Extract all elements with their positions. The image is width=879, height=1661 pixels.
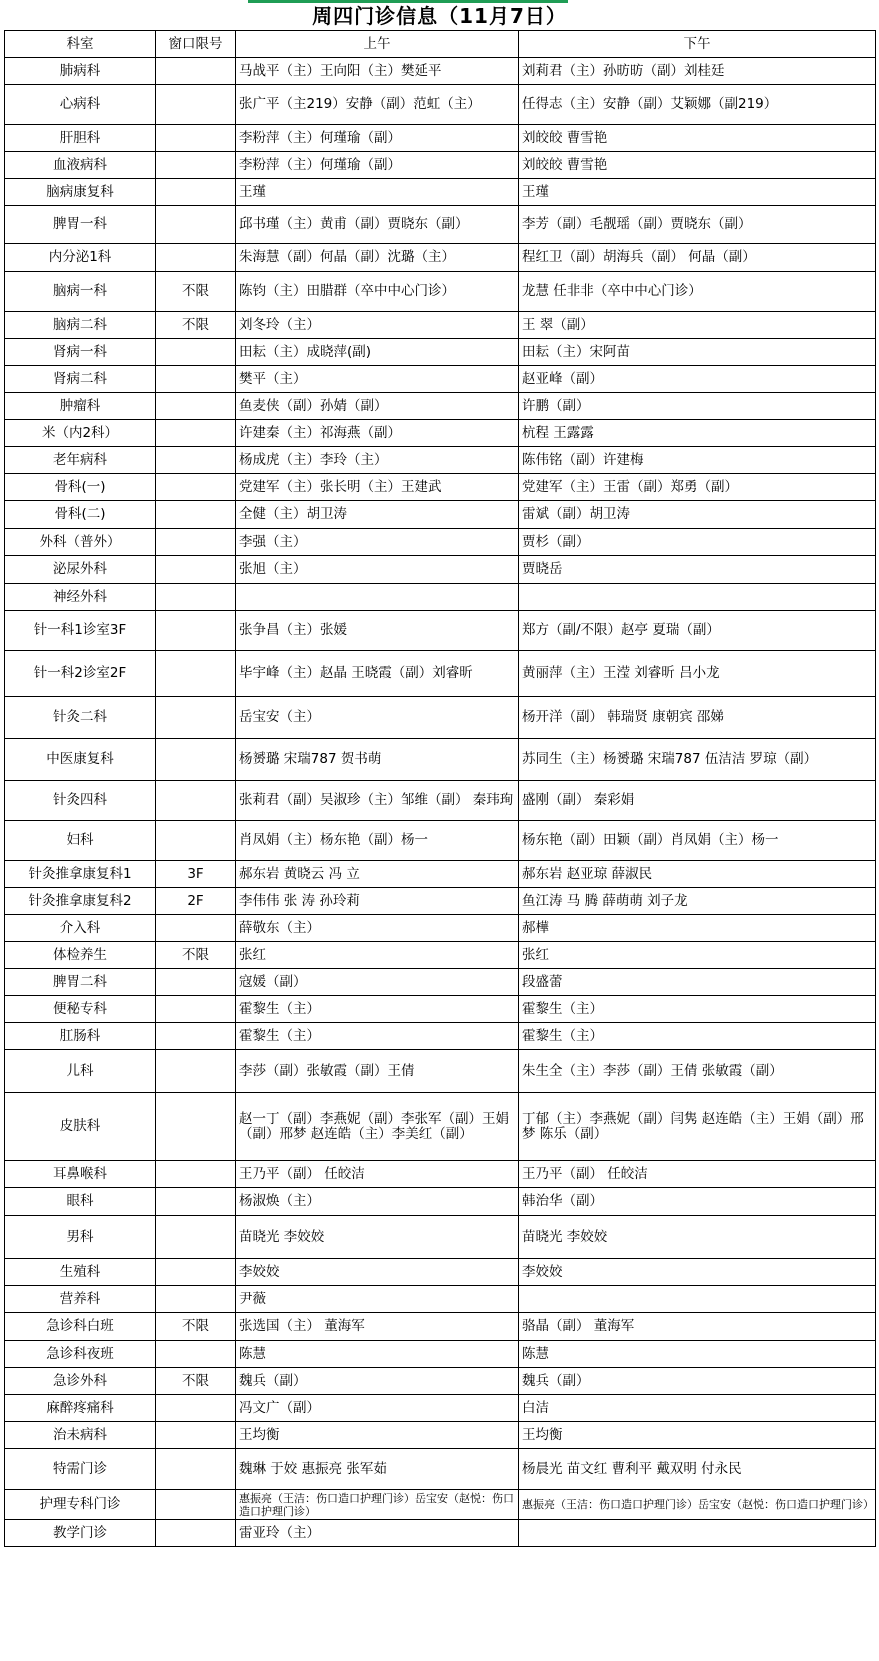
limit-cell xyxy=(156,915,236,942)
table-row xyxy=(5,272,876,312)
dept-cell: 血液病科 xyxy=(5,152,156,179)
limit-cell xyxy=(156,1449,236,1490)
table-row xyxy=(5,447,876,474)
am-cell: 党建军（主）张长明（主）王建武 xyxy=(236,474,519,501)
table-row xyxy=(5,366,876,393)
limit-cell xyxy=(156,447,236,474)
pm-cell: 杭程 王露露 xyxy=(519,420,876,447)
dept-cell: 急诊科夜班 xyxy=(5,1341,156,1368)
pm-cell: 刘皎皎 曹雪艳 xyxy=(519,125,876,152)
table-row xyxy=(5,1023,876,1050)
table-row xyxy=(5,1422,876,1449)
pm-cell xyxy=(519,1286,876,1313)
limit-cell xyxy=(156,1093,236,1161)
pm-cell: 霍黎生（主） xyxy=(519,1023,876,1050)
am-cell: 全健（主）胡卫涛 xyxy=(236,501,519,529)
limit-cell xyxy=(156,501,236,529)
table-row xyxy=(5,1520,876,1547)
dept-cell: 神经外科 xyxy=(5,584,156,611)
am-cell: 田耘（主）成晓萍(副) xyxy=(236,339,519,366)
limit-cell xyxy=(156,474,236,501)
am-cell: 马战平（主）王向阳（主）樊延平 xyxy=(236,58,519,85)
pm-cell xyxy=(519,584,876,611)
am-cell: 王均衡 xyxy=(236,1422,519,1449)
dept-cell: 耳鼻喉科 xyxy=(5,1161,156,1188)
dept-cell: 泌尿外科 xyxy=(5,556,156,584)
table-row xyxy=(5,611,876,651)
limit-cell xyxy=(156,1023,236,1050)
dept-cell: 体检养生 xyxy=(5,942,156,969)
dept-cell: 眼科 xyxy=(5,1188,156,1216)
am-cell xyxy=(236,584,519,611)
limit-cell xyxy=(156,969,236,996)
pm-cell: 杨开洋（副） 韩瑞贤 康朝宾 邵娣 xyxy=(519,697,876,739)
am-cell: 寇媛（副） xyxy=(236,969,519,996)
pm-cell: 丁郁（主）李燕妮（副）闫隽 赵连皓（主）王娟（副）邢梦 陈乐（副） xyxy=(519,1093,876,1161)
pm-cell: 许鹏（副） xyxy=(519,393,876,420)
am-cell: 杨成虎（主）李玲（主） xyxy=(236,447,519,474)
table-row xyxy=(5,969,876,996)
dept-cell: 针灸二科 xyxy=(5,697,156,739)
am-cell: 张莉君（副）吴淑珍（主）邹维（副） 秦玮珣 xyxy=(236,781,519,821)
table-row xyxy=(5,179,876,206)
am-cell: 惠振亮（王洁：伤口造口护理门诊）岳宝安（赵悦：伤口造口护理门诊） xyxy=(236,1490,519,1520)
table-row xyxy=(5,1161,876,1188)
am-cell: 陈钧（主）田腊群（卒中中心门诊） xyxy=(236,272,519,312)
pm-cell: 韩治华（副） xyxy=(519,1188,876,1216)
limit-cell xyxy=(156,1520,236,1547)
header-pm: 下午 xyxy=(519,31,876,58)
dept-cell: 男科 xyxy=(5,1216,156,1259)
dept-cell: 护理专科门诊 xyxy=(5,1490,156,1520)
pm-cell: 李芳（副）毛靓瑶（副）贾晓东（副） xyxy=(519,206,876,244)
dept-cell: 骨科(一) xyxy=(5,474,156,501)
am-cell: 张红 xyxy=(236,942,519,969)
dept-cell: 肛肠科 xyxy=(5,1023,156,1050)
table-row xyxy=(5,312,876,339)
dept-cell: 脑病康复科 xyxy=(5,179,156,206)
dept-cell: 皮肤科 xyxy=(5,1093,156,1161)
table-row xyxy=(5,244,876,272)
am-cell: 郝东岩 黄晓云 冯 立 xyxy=(236,861,519,888)
table-row xyxy=(5,888,876,915)
limit-cell xyxy=(156,611,236,651)
table-row xyxy=(5,339,876,366)
pm-cell: 王瑾 xyxy=(519,179,876,206)
table-row xyxy=(5,996,876,1023)
pm-cell: 陈慧 xyxy=(519,1341,876,1368)
header-limit: 窗口限号 xyxy=(156,31,236,58)
table-row xyxy=(5,1449,876,1490)
limit-cell xyxy=(156,1422,236,1449)
table-row xyxy=(5,393,876,420)
dept-cell: 针一科2诊室2F xyxy=(5,651,156,697)
am-cell: 肖凤娟（主）杨东艳（副）杨一 xyxy=(236,821,519,861)
limit-cell: 不限 xyxy=(156,942,236,969)
pm-cell: 盛刚（副） 秦彩娟 xyxy=(519,781,876,821)
table-row xyxy=(5,152,876,179)
pm-cell: 骆晶（副） 董海军 xyxy=(519,1313,876,1341)
dept-cell: 针灸四科 xyxy=(5,781,156,821)
pm-cell: 王乃平（副） 任皎洁 xyxy=(519,1161,876,1188)
limit-cell xyxy=(156,58,236,85)
limit-cell xyxy=(156,152,236,179)
limit-cell xyxy=(156,1161,236,1188)
dept-cell: 骨科(二) xyxy=(5,501,156,529)
dept-cell: 急诊外科 xyxy=(5,1368,156,1395)
limit-cell xyxy=(156,420,236,447)
dept-cell: 脑病二科 xyxy=(5,312,156,339)
dept-cell: 老年病科 xyxy=(5,447,156,474)
limit-cell xyxy=(156,393,236,420)
limit-cell xyxy=(156,739,236,781)
am-cell: 张争昌（主）张媛 xyxy=(236,611,519,651)
pm-cell: 党建军（主）王雷（副）郑勇（副） xyxy=(519,474,876,501)
limit-cell: 不限 xyxy=(156,272,236,312)
table-row xyxy=(5,1368,876,1395)
am-cell: 魏兵（副） xyxy=(236,1368,519,1395)
pm-cell: 王均衡 xyxy=(519,1422,876,1449)
dept-cell: 脑病一科 xyxy=(5,272,156,312)
pm-cell: 白洁 xyxy=(519,1395,876,1422)
table-row xyxy=(5,651,876,697)
pm-cell: 张红 xyxy=(519,942,876,969)
dept-cell: 儿科 xyxy=(5,1050,156,1093)
am-cell: 朱海慧（副）何晶（副）沈璐（主） xyxy=(236,244,519,272)
am-cell: 魏琳 于姣 惠振亮 张军茹 xyxy=(236,1449,519,1490)
table-row xyxy=(5,420,876,447)
limit-cell xyxy=(156,179,236,206)
table-row xyxy=(5,1313,876,1341)
limit-cell xyxy=(156,244,236,272)
table-row xyxy=(5,58,876,85)
table-row xyxy=(5,1341,876,1368)
table-row xyxy=(5,1395,876,1422)
pm-cell: 王 翠（副） xyxy=(519,312,876,339)
am-cell: 雷亚玲（主） xyxy=(236,1520,519,1547)
dept-cell: 外科（普外） xyxy=(5,529,156,556)
dept-cell: 针灸推拿康复科1 xyxy=(5,861,156,888)
limit-cell xyxy=(156,1216,236,1259)
dept-cell: 治未病科 xyxy=(5,1422,156,1449)
table-row xyxy=(5,942,876,969)
dept-cell: 脾胃一科 xyxy=(5,206,156,244)
dept-cell: 肿瘤科 xyxy=(5,393,156,420)
table-row xyxy=(5,1259,876,1286)
am-cell: 岳宝安（主） xyxy=(236,697,519,739)
limit-cell xyxy=(156,125,236,152)
am-cell: 杨淑焕（主） xyxy=(236,1188,519,1216)
table-row xyxy=(5,584,876,611)
table-row xyxy=(5,821,876,861)
pm-cell: 杨东艳（副）田颖（副）肖凤娟（主）杨一 xyxy=(519,821,876,861)
limit-cell xyxy=(156,1341,236,1368)
dept-cell: 急诊科白班 xyxy=(5,1313,156,1341)
am-cell: 鱼麦侠（副）孙婧（副） xyxy=(236,393,519,420)
dept-cell: 妇科 xyxy=(5,821,156,861)
limit-cell xyxy=(156,1050,236,1093)
am-cell: 王乃平（副） 任皎洁 xyxy=(236,1161,519,1188)
limit-cell xyxy=(156,529,236,556)
am-cell: 赵一丁（副）李燕妮（副）李张军（副）王娟（副）邢梦 赵连皓（主）李美红（副） xyxy=(236,1093,519,1161)
limit-cell xyxy=(156,1395,236,1422)
am-cell: 李强（主） xyxy=(236,529,519,556)
table-row xyxy=(5,125,876,152)
pm-cell: 鱼江涛 马 腾 薛萌萌 刘子龙 xyxy=(519,888,876,915)
dept-cell: 针灸推拿康复科2 xyxy=(5,888,156,915)
pm-cell xyxy=(519,1520,876,1547)
table-row xyxy=(5,861,876,888)
dept-cell: 便秘专科 xyxy=(5,996,156,1023)
am-cell: 霍黎生（主） xyxy=(236,996,519,1023)
limit-cell: 不限 xyxy=(156,312,236,339)
am-cell: 霍黎生（主） xyxy=(236,1023,519,1050)
dept-cell: 特需门诊 xyxy=(5,1449,156,1490)
limit-cell: 3F xyxy=(156,861,236,888)
dept-cell: 脾胃二科 xyxy=(5,969,156,996)
am-cell: 冯文广（副） xyxy=(236,1395,519,1422)
table-row xyxy=(5,781,876,821)
header-am: 上午 xyxy=(236,31,519,58)
limit-cell: 2F xyxy=(156,888,236,915)
limit-cell xyxy=(156,1490,236,1520)
limit-cell xyxy=(156,697,236,739)
pm-cell: 陈伟铭（副）许建梅 xyxy=(519,447,876,474)
dept-cell: 肺病科 xyxy=(5,58,156,85)
pm-cell: 朱生全（主）李莎（副）王倩 张敏霞（副） xyxy=(519,1050,876,1093)
am-cell: 李粉萍（主）何瑾瑜（副） xyxy=(236,152,519,179)
pm-cell: 任得志（主）安静（副）艾颖娜（副219） xyxy=(519,85,876,125)
pm-cell: 黄丽萍（主）王滢 刘睿昕 吕小龙 xyxy=(519,651,876,697)
table-row xyxy=(5,529,876,556)
dept-cell: 麻醉疼痛科 xyxy=(5,1395,156,1422)
pm-cell: 刘莉君（主）孙昉昉（副）刘桂廷 xyxy=(519,58,876,85)
pm-cell: 惠振亮（王洁：伤口造口护理门诊）岳宝安（赵悦：伤口造口护理门诊） xyxy=(519,1490,876,1520)
dept-cell: 营养科 xyxy=(5,1286,156,1313)
dept-cell: 教学门诊 xyxy=(5,1520,156,1547)
am-cell: 李姣姣 xyxy=(236,1259,519,1286)
am-cell: 毕宇峰（主）赵晶 王晓霞（副）刘睿昕 xyxy=(236,651,519,697)
pm-cell: 贾杉（副） xyxy=(519,529,876,556)
am-cell: 刘冬玲（主） xyxy=(236,312,519,339)
pm-cell: 郝东岩 赵亚琼 薛淑民 xyxy=(519,861,876,888)
table-row xyxy=(5,556,876,584)
dept-cell: 肾病二科 xyxy=(5,366,156,393)
limit-cell xyxy=(156,339,236,366)
pm-cell: 赵亚峰（副） xyxy=(519,366,876,393)
dept-cell: 中医康复科 xyxy=(5,739,156,781)
am-cell: 尹薇 xyxy=(236,1286,519,1313)
table-row xyxy=(5,697,876,739)
limit-cell xyxy=(156,821,236,861)
limit-cell xyxy=(156,584,236,611)
am-cell: 李伟伟 张 涛 孙玲莉 xyxy=(236,888,519,915)
pm-cell: 苗晓光 李姣姣 xyxy=(519,1216,876,1259)
dept-cell: 介入科 xyxy=(5,915,156,942)
table-body xyxy=(5,58,876,1547)
am-cell: 张选国（主） 董海军 xyxy=(236,1313,519,1341)
am-cell: 王瑾 xyxy=(236,179,519,206)
dept-cell: 生殖科 xyxy=(5,1259,156,1286)
pm-cell: 程红卫（副）胡海兵（副） 何晶（副） xyxy=(519,244,876,272)
table-row xyxy=(5,1093,876,1161)
limit-cell xyxy=(156,651,236,697)
limit-cell: 不限 xyxy=(156,1368,236,1395)
table-row xyxy=(5,1050,876,1093)
limit-cell xyxy=(156,996,236,1023)
limit-cell xyxy=(156,781,236,821)
am-cell: 樊平（主） xyxy=(236,366,519,393)
am-cell: 李莎（副）张敏霞（副）王倩 xyxy=(236,1050,519,1093)
am-cell: 许建秦（主）祁海燕（副） xyxy=(236,420,519,447)
pm-cell: 霍黎生（主） xyxy=(519,996,876,1023)
table-row xyxy=(5,739,876,781)
schedule-table xyxy=(4,30,876,1547)
pm-cell: 李姣姣 xyxy=(519,1259,876,1286)
pm-cell: 段盛蕾 xyxy=(519,969,876,996)
pm-cell: 郝樺 xyxy=(519,915,876,942)
dept-cell: 肾病一科 xyxy=(5,339,156,366)
limit-cell xyxy=(156,206,236,244)
am-cell: 薛敬东（主） xyxy=(236,915,519,942)
pm-cell: 田耘（主）宋阿苗 xyxy=(519,339,876,366)
table-row xyxy=(5,1216,876,1259)
header-dept: 科室 xyxy=(5,31,156,58)
limit-cell xyxy=(156,85,236,125)
limit-cell xyxy=(156,1188,236,1216)
table-row xyxy=(5,85,876,125)
table-header-row xyxy=(5,31,876,58)
limit-cell xyxy=(156,1259,236,1286)
am-cell: 邱书瑾（主）黄甫（副）贾晓东（副） xyxy=(236,206,519,244)
limit-cell xyxy=(156,366,236,393)
am-cell: 杨赟璐 宋瑞787 贺书萌 xyxy=(236,739,519,781)
pm-cell: 贾晓岳 xyxy=(519,556,876,584)
pm-cell: 雷斌（副）胡卫涛 xyxy=(519,501,876,529)
table-row xyxy=(5,1188,876,1216)
am-cell: 张旭（主） xyxy=(236,556,519,584)
dept-cell: 肝胆科 xyxy=(5,125,156,152)
limit-cell: 不限 xyxy=(156,1313,236,1341)
pm-cell: 杨晨光 苗文红 曹利平 戴双明 付永民 xyxy=(519,1449,876,1490)
am-cell: 苗晓光 李姣姣 xyxy=(236,1216,519,1259)
limit-cell xyxy=(156,1286,236,1313)
pm-cell: 魏兵（副） xyxy=(519,1368,876,1395)
dept-cell: 针一科1诊室3F xyxy=(5,611,156,651)
table-row xyxy=(5,501,876,529)
pm-cell: 郑方（副/不限）赵亭 夏瑞（副） xyxy=(519,611,876,651)
page-title: 周四门诊信息（11月7日） xyxy=(312,4,567,28)
dept-cell: 米（内2科） xyxy=(5,420,156,447)
pm-cell: 苏同生（主）杨赟璐 宋瑞787 伍洁洁 罗琼（副） xyxy=(519,739,876,781)
dept-cell: 心病科 xyxy=(5,85,156,125)
dept-cell: 内分泌1科 xyxy=(5,244,156,272)
table-row xyxy=(5,474,876,501)
table-row xyxy=(5,915,876,942)
table-row xyxy=(5,1490,876,1520)
am-cell: 李粉萍（主）何瑾瑜（副） xyxy=(236,125,519,152)
pm-cell: 刘皎皎 曹雪艳 xyxy=(519,152,876,179)
table-row xyxy=(5,206,876,244)
pm-cell: 龙慧 任非非（卒中中心门诊） xyxy=(519,272,876,312)
am-cell: 陈慧 xyxy=(236,1341,519,1368)
limit-cell xyxy=(156,556,236,584)
table-row xyxy=(5,1286,876,1313)
am-cell: 张广平（主219）安静（副）范虹（主） xyxy=(236,85,519,125)
